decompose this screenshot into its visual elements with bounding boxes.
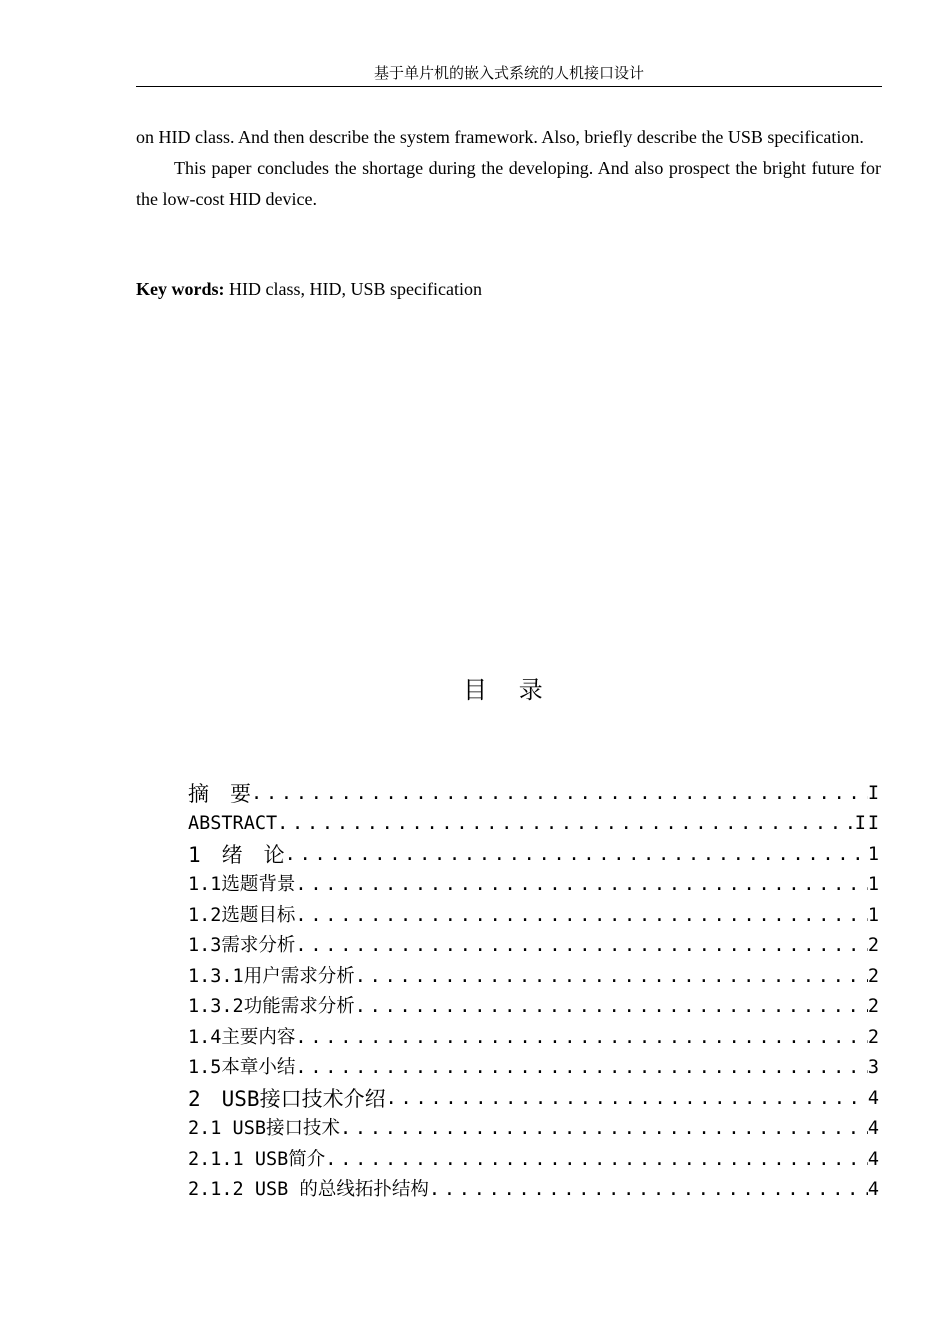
toc-entry-label: ABSTRACT: [188, 813, 278, 834]
toc-entry-page: 2: [867, 996, 881, 1017]
toc-leader-dots: [285, 842, 868, 868]
toc-entry[interactable]: [188, 1173, 881, 1204]
toc-leader-dots: [386, 1086, 868, 1112]
toc-entry-page: 4: [867, 1179, 881, 1200]
toc-leader-dots: [340, 1116, 868, 1142]
toc-leader-dots: [325, 1147, 868, 1173]
toc-entry[interactable]: [188, 1020, 881, 1051]
toc-entry[interactable]: [188, 990, 881, 1021]
toc-entry-page: 1: [867, 843, 881, 865]
toc-entry-label: 1 绪 论: [188, 842, 285, 867]
toc-entry-page: II: [854, 813, 881, 834]
toc-entry[interactable]: [188, 1051, 881, 1082]
toc-entry-page: 4: [867, 1118, 881, 1139]
page-header: 基于单片机的嵌入式系统的人机接口设计: [136, 64, 882, 87]
toc-leader-dots: [355, 994, 868, 1020]
toc-entry-label: 摘 要: [188, 781, 251, 806]
abstract-text: [136, 122, 881, 215]
toc-leader-dots: [251, 781, 868, 807]
toc-entry[interactable]: [188, 868, 881, 899]
toc-entry-label: 2.1 USB接口技术: [188, 1118, 340, 1139]
toc-leader-dots: [355, 964, 868, 990]
toc-entry[interactable]: [188, 898, 881, 929]
toc-leader-dots: [295, 1025, 867, 1051]
toc-entry-label: 1.3需求分析: [188, 935, 296, 956]
toc-entry-page: 4: [867, 1148, 881, 1170]
toc-entry-page: 2: [867, 935, 881, 956]
toc-entry-label: 2.1.2 USB 的总线拓扑结构: [188, 1179, 429, 1200]
toc-entry[interactable]: [188, 929, 881, 960]
toc-entry-label: 1.1选题背景: [188, 874, 296, 895]
toc-entry-page: I: [867, 782, 881, 804]
toc-entry-label: 2 USB接口技术介绍: [188, 1086, 386, 1111]
toc-entry-page: 2: [867, 1026, 881, 1048]
keywords-value: HID class, HID, USB specification: [224, 279, 482, 299]
toc-entry[interactable]: [188, 1142, 881, 1173]
toc-entry-page: 1: [867, 874, 881, 895]
toc-entry-label: 2.1.1 USB简介: [188, 1148, 326, 1170]
toc-entry-label: 1.2选题目标: [188, 904, 296, 926]
table-of-contents: [188, 776, 881, 1203]
abstract-paragraph: This paper concludes the shortage during the developing. And also prospect the bright future for the low-cost HID device.: [136, 158, 881, 209]
abstract-paragraph: on HID class. And then describe the system framework. Also, briefly describe the USB specification.: [136, 127, 864, 147]
keywords-line: [136, 274, 881, 305]
toc-leader-dots: [295, 1055, 867, 1081]
toc-leader-dots: [429, 1177, 868, 1203]
toc-entry-label: 1.4主要内容: [188, 1026, 296, 1048]
toc-leader-dots: [295, 872, 867, 898]
toc-entry[interactable]: [188, 837, 881, 868]
toc-entry-label: 1.3.2功能需求分析: [188, 996, 355, 1017]
toc-entry[interactable]: [188, 776, 881, 807]
toc-entry[interactable]: [188, 1112, 881, 1143]
toc-entry[interactable]: [188, 959, 881, 990]
toc-entry-page: 2: [867, 965, 881, 987]
toc-entry-page: 4: [867, 1087, 881, 1109]
toc-leader-dots: [295, 933, 867, 959]
toc-leader-dots: [277, 811, 855, 837]
keywords-label: Key words:: [136, 279, 225, 299]
toc-entry-label: 1.5本章小结: [188, 1057, 296, 1078]
toc-entry[interactable]: [188, 807, 881, 838]
toc-entry-page: 1: [867, 904, 881, 926]
toc-leader-dots: [295, 903, 867, 929]
toc-title: 目 录: [463, 676, 555, 704]
toc-entry-label: 1.3.1用户需求分析: [188, 965, 355, 987]
toc-entry[interactable]: [188, 1081, 881, 1112]
toc-entry-page: 3: [867, 1057, 881, 1078]
